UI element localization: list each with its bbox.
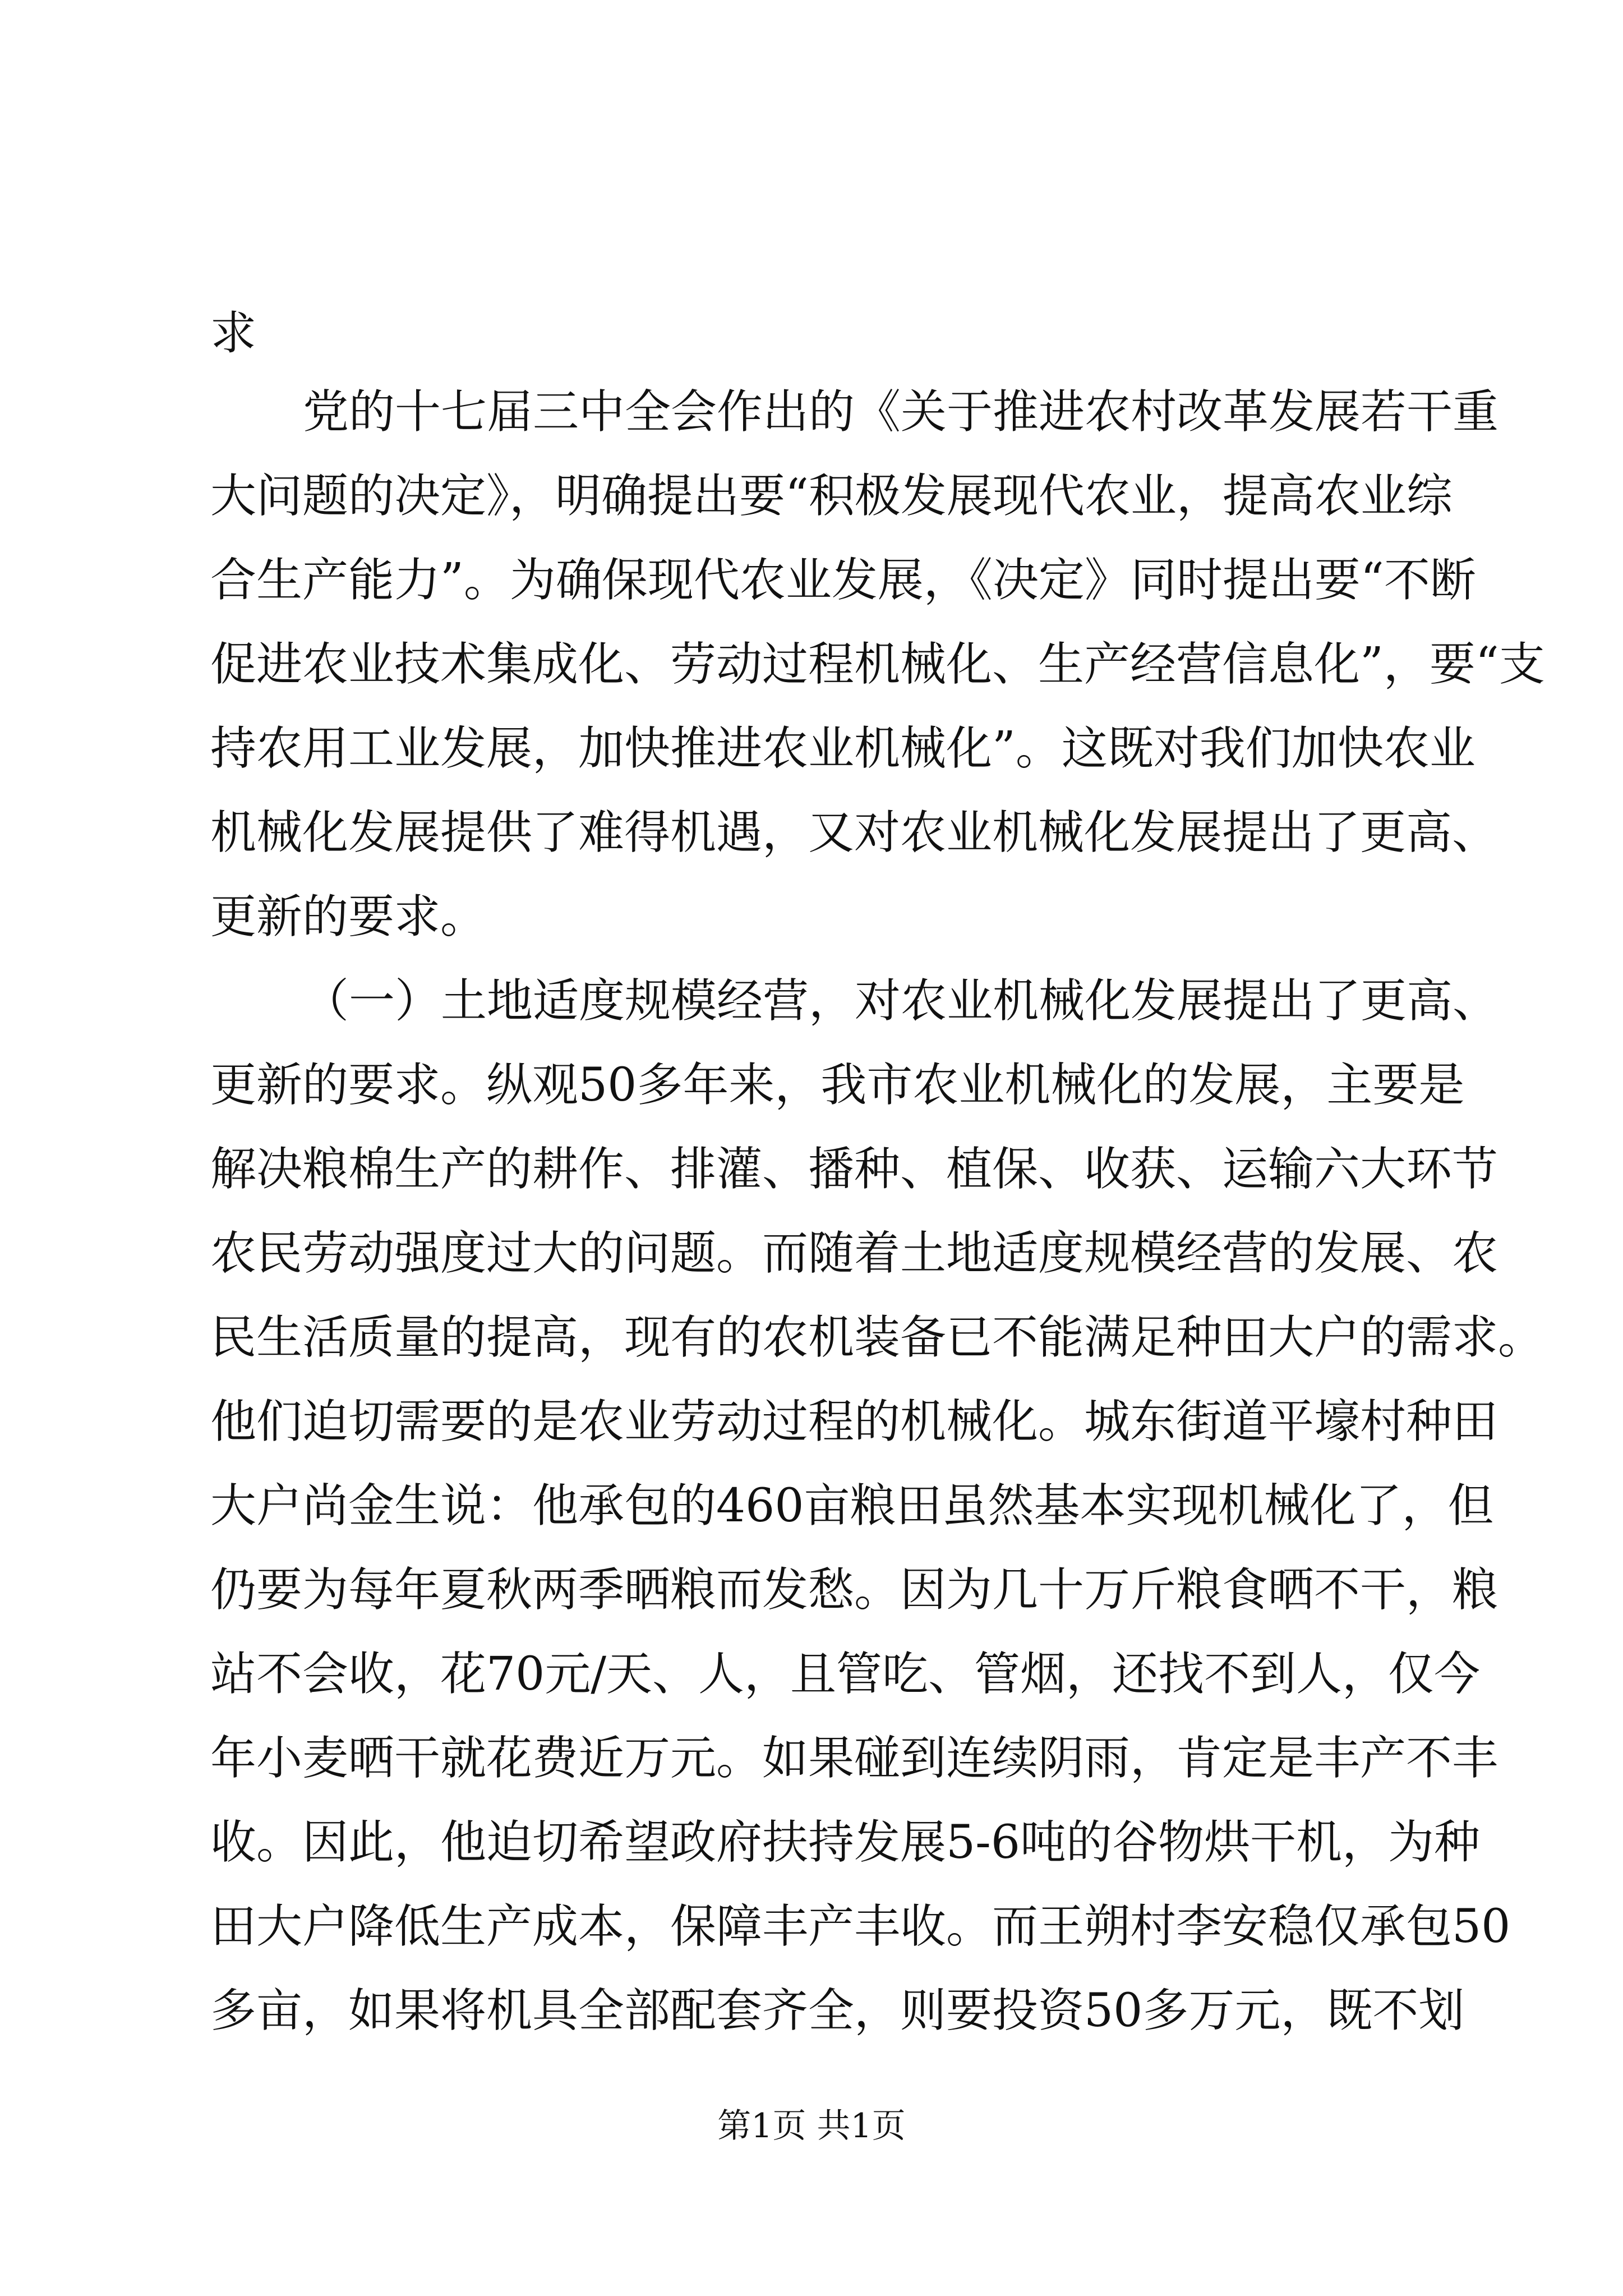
text-line: 合生产能力”。为确保现代农业发展，《决定》同时提出要“不断 [210, 554, 1476, 607]
paragraph-first-line: 党的十七届三中全会作出的《关于推进农村改革发展若干重 [303, 385, 1499, 439]
text-line: 解决粮棉生产的耕作、排灌、播种、植保、收获、运输六大环节 [210, 1143, 1498, 1196]
text-line: 更新的要求。 [210, 890, 487, 944]
text-line: 持农用工业发展，加快推进农业机械化”。这既对我们加快农业 [210, 722, 1476, 775]
text-line: 他们迫切需要的是农业劳动过程的机械化。城东街道平壕村种田 [210, 1395, 1498, 1448]
text-line: 多亩，如果将机具全部配套齐全，则要投资50多万元，既不划 [210, 1984, 1465, 2037]
text-line: 更新的要求。纵观50多年来，我市农业机械化的发展，主要是 [210, 1059, 1465, 1112]
text-line: 站不会收，花70元/天、人，且管吃、管烟，还找不到人，仅今 [210, 1648, 1480, 1701]
text-line: 田大户降低生产成本，保障丰产丰收。而王朔村李安稳仅承包50 [210, 1900, 1511, 1953]
text-line: 促进农业技术集成化、劳动过程机械化、生产经营信息化”，要“支 [210, 638, 1545, 691]
text-line: 仍要为每年夏秋两季晒粮而发愁。因为几十万斤粮食晒不干，粮 [210, 1563, 1498, 1617]
text-line: 大问题的决定》，明确提出要“积极发展现代农业，提高农业综 [210, 470, 1453, 523]
text-line: 机械化发展提供了难得机遇，又对农业机械化发展提出了更高、 [210, 806, 1498, 859]
text-line: 农民劳动强度过大的问题。而随着土地适度规模经营的发展、农 [210, 1227, 1498, 1280]
text-line: 年小麦晒干就花费近万元。如果碰到连续阴雨，肯定是丰产不丰 [210, 1732, 1498, 1785]
text-line: 求 [210, 307, 257, 360]
paragraph-first-line: （一）土地适度规模经营，对农业机械化发展提出了更高、 [303, 974, 1499, 1028]
page-footer: 第1页 共1页 [717, 2106, 906, 2146]
text-line: 收。因此，他迫切希望政府扶持发展5-6吨的谷物烘干机，为种 [210, 1816, 1481, 1869]
text-line: 民生活质量的提高，现有的农机装备已不能满足种田大户的需求。 [210, 1311, 1544, 1364]
text-line: 大户尚金生说：他承包的460亩粮田虽然基本实现机械化了，但 [210, 1479, 1494, 1533]
